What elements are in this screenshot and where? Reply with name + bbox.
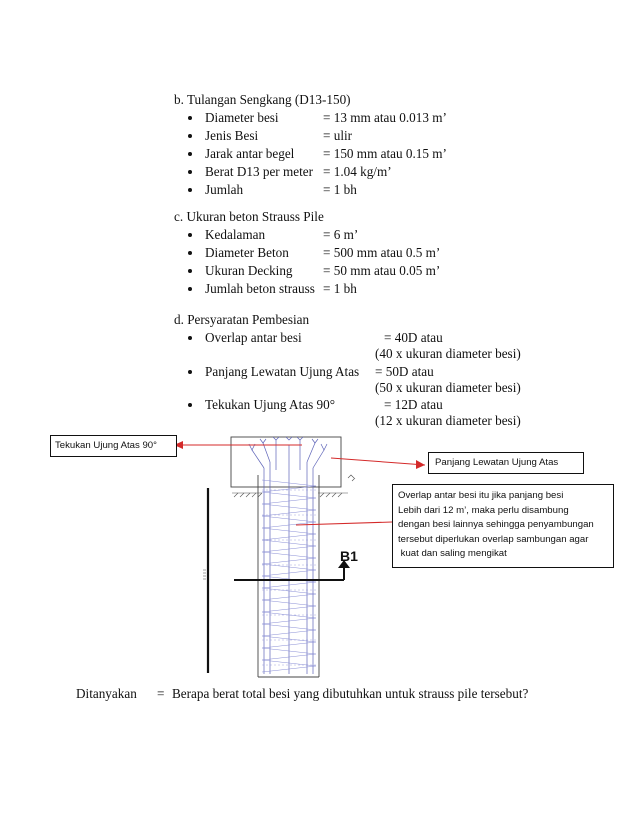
section-b-item-label: Jenis Besi [205,128,259,143]
section-d-item-value: = 50D atau [375,364,434,379]
section-b-item-label: Berat D13 per meter [205,164,314,179]
section-d-item-note: (12 x ukuran diameter besi) [375,413,521,428]
section-b-item-value: = 150 mm atau 0.15 m’ [323,146,447,161]
callout-overlap-line: dengan besi lainnya sehingga penyambungan [398,519,594,530]
section-c-item-value: = 1 bh [323,281,357,296]
section-c-item-label: Jumlah beton strauss [205,281,315,296]
callout-overlap-line: Lebih dari 12 m’, maka perlu disambung [398,504,569,516]
section-c-item-value: = 6 m’ [323,227,359,242]
section-d-heading: d. Persyaratan Pembesian [174,312,310,327]
callout-overlap [392,484,614,568]
section-c-item-value: = 50 mm atau 0.05 m’ [323,263,441,278]
callout-overlap-line: kuat dan saling mengikat [398,548,507,559]
section-b-heading: b. Tulangan Sengkang (D13-150) [174,92,351,107]
detail-mark [348,475,355,481]
section-b-item-value: = 13 mm atau 0.013 m’ [323,110,447,125]
callout-tekukan-text: Tekukan Ujung Atas 90° [55,440,157,451]
section-d-item-value: = 12D atau [384,397,443,412]
section-b-item-label: Jumlah [205,182,244,197]
callout-panjang-text: Panjang Lewatan Ujung Atas [435,457,559,468]
question-text: Berapa berat total besi yang dibutuhkan untuk strauss pile tersebut? [172,686,529,701]
callout-overlap-line: Overlap antar besi itu jika panjang besi [398,490,564,501]
section-b-item-value: = 1.04 kg/m’ [323,164,392,179]
question-label: Ditanyakan [76,686,137,701]
pile-shaft [258,475,319,677]
section-c-item-label: Kedalaman [205,227,266,242]
rebar-hook-tips [249,437,327,450]
section-b-item-value: = ulir [323,128,353,143]
callout-arrows [174,445,425,525]
section-c-item-label: Ukuran Decking [205,263,293,278]
section-line-ticks [203,570,206,579]
section-c-item-value: = 500 mm atau 0.5 m’ [323,245,441,260]
arrow-head-panjang [416,460,425,469]
section-b-item-value: = 1 bh [323,182,357,197]
section-c-item-label: Diameter Beton [205,245,289,260]
section-c-heading: c. Ukuran beton Strauss Pile [174,209,324,224]
section-d-item-label: Tekukan Ujung Atas 90° [205,397,335,412]
section-d-item-value: = 40D atau [384,330,443,345]
section-d-item-label: Overlap antar besi [205,330,302,345]
section-d-item-note: (40 x ukuran diameter besi) [375,346,521,361]
question-separator: = [157,686,165,701]
section-label-b1: B1 [340,548,358,564]
section-b-item-label: Jarak antar begel [205,146,295,161]
section-b-item-label: Diameter besi [205,110,279,125]
section-d-item-label: Panjang Lewatan Ujung Atas [205,364,360,379]
callout-overlap-line: tersebut diperlukan overlap sambungan agar [398,533,589,545]
section-d-item-note: (50 x ukuran diameter besi) [375,380,521,395]
callout-tekukan [50,435,177,457]
callout-panjang [428,452,584,474]
